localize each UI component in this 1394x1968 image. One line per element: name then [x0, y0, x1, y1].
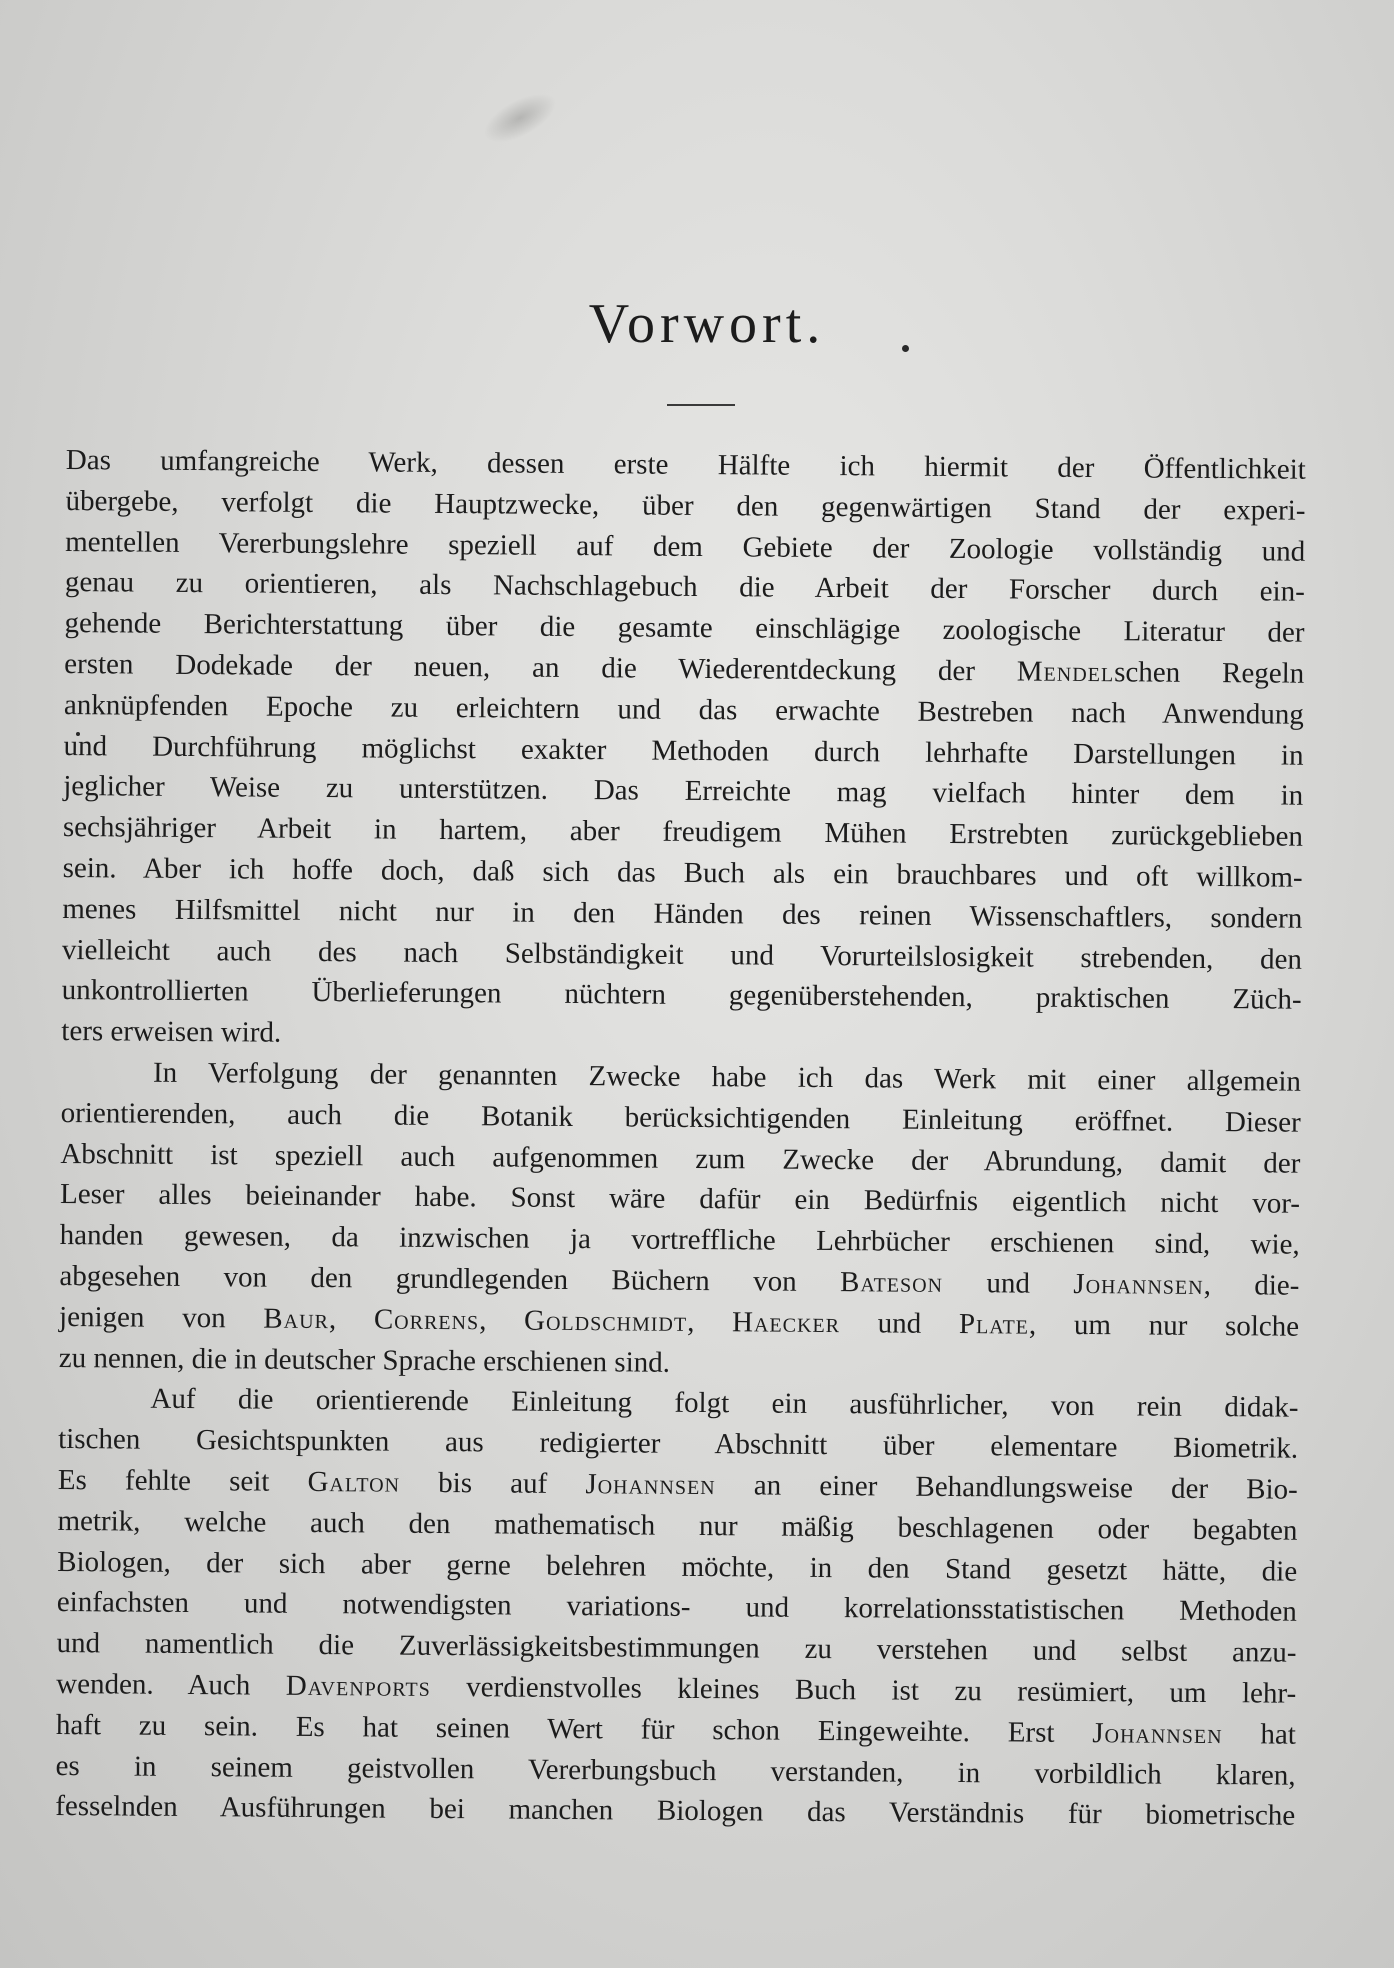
- text-line: Es fehlte seit Galton bis auf Johannsen an einer Behandlungsweise der Bio-: [57, 1463, 1298, 1506]
- text-line: tischen Gesichtspunkten aus redigierter Abschnitt über elementare Biometrik.: [58, 1423, 1299, 1465]
- text-line: übergebe, verfolgt die Hauptzwecke, über den gegenwärtigen Stand der experi-: [65, 484, 1306, 527]
- text-line: genau zu orientieren, als Nachschlagebuch die Arbeit der Forscher durch ein-: [64, 566, 1305, 609]
- preface-text: [55, 440, 1306, 1837]
- text-line: und Durchführung möglichst exakter Methoden durch lehrhafte Darstellungen in: [63, 729, 1304, 772]
- text-line: sechsjähriger Arbeit in hartem, aber freudigem Mühen Erstrebten zurückgeblieben: [62, 811, 1304, 853]
- text-line: menes Hilfsmittel nicht nur in den Händen des reinen Wissenschaftlers, sondern: [62, 892, 1303, 935]
- text-line: gehende Berichterstattung über die gesamte einschlägige zoologische Literatur der: [64, 607, 1305, 649]
- text-line: vielleicht auch des nach Selbständigkeit und Vorurteilslosigkeit strebenden, den: [61, 933, 1303, 976]
- text-line: Abschnitt ist speziell auch aufgenommen zum Zwecke der Abrundung, damit der: [60, 1137, 1301, 1180]
- text-line: Biologen, der sich aber gerne belehren möchte, in den Stand gesetzt hätte, die: [57, 1545, 1298, 1588]
- author-name: Goldschmidt: [523, 1304, 688, 1338]
- text-line: fesselnden Ausführungen bei manchen Biologen das Verständnis für biometrische: [55, 1790, 1296, 1832]
- author-name: Plate: [958, 1307, 1030, 1341]
- text-line: jenigen von Baur, Correns, Goldschmidt, Haecker und Plate, um nur solche: [58, 1300, 1300, 1343]
- author-name: Johannsen: [1073, 1267, 1204, 1301]
- text-line: jeglicher Weise zu unterstützen. Das Erreichte mag vielfach hinter dem in: [63, 770, 1304, 813]
- text-line: ersten Dodekade der neuen, an die Wiederentdeckung der Mendelschen Regeln: [64, 647, 1305, 690]
- page-title: Vorwort.: [588, 293, 826, 355]
- text-line: mentellen Vererbungslehre speziell auf dem Gebiete der Zoologie vollständig und: [65, 525, 1306, 568]
- author-name: Correns: [373, 1303, 480, 1337]
- text-line: zu nennen, die in deutscher Sprache erschienen sind.: [58, 1341, 671, 1379]
- text-line: und namentlich die Zuverlässigkeitsbestimmungen zu verstehen und selbst anzu-: [56, 1627, 1297, 1669]
- text-line: abgesehen von den grundlegenden Büchern von Bateson und Johannsen, die-: [59, 1259, 1300, 1302]
- author-name: Johannsen: [1092, 1716, 1223, 1750]
- text-line: haft zu sein. Es hat seinen Wert für schon Eingeweihte. Erst Johannsen hat: [55, 1708, 1296, 1751]
- author-name: Mendel: [1016, 655, 1115, 689]
- text-line: In Verfolgung der genannten Zwecke habe ich das Werk mit einer allgemein: [152, 1056, 1302, 1098]
- text-line: wenden. Auch Davenports verdienstvolles kleines Buch ist zu resümiert, um lehr-: [56, 1667, 1297, 1710]
- text-line: ters erweisen wird.: [61, 1015, 282, 1049]
- author-name: Davenports: [285, 1669, 431, 1703]
- text-line: einfachsten und notwendigsten variations- und korrelationsstatistischen Methoden: [56, 1586, 1297, 1629]
- text-line: metrik, welche auch den mathematisch nur mäßig beschlagenen oder begabten: [57, 1504, 1298, 1547]
- author-name: Haecker: [731, 1305, 841, 1339]
- author-name: Bateson: [839, 1266, 944, 1299]
- author-name: Galton: [307, 1465, 401, 1499]
- text-line: Das umfangreiche Werk, dessen erste Hälfte ich hiermit der Öffentlichkeit: [65, 443, 1306, 486]
- text-line: anknüpfenden Epoche zu erleichtern und das erwachte Bestreben nach Anwendung: [63, 688, 1305, 731]
- text-line: orientierenden, auch die Botanik berücksichtigenden Einleitung eröffnet. Dieser: [60, 1096, 1301, 1139]
- author-name: Baur: [263, 1302, 330, 1335]
- title-rule: [667, 404, 735, 406]
- text-line: unkontrollierten Überlieferungen nüchtern gegenüberstehenden, praktischen Züch-: [61, 974, 1302, 1017]
- text-line: es in seinem geistvollen Vererbungsbuch verstanden, in vorbildlich klaren,: [55, 1749, 1296, 1792]
- paper-smudge: [476, 83, 564, 152]
- text-line: Auf die orientierende Einleitung folgt ein ausführlicher, von rein didak-: [150, 1383, 1299, 1425]
- text-line: handen gewesen, da inzwischen ja vortreffliche Lehrbücher erschienen sind, wie,: [59, 1219, 1300, 1261]
- author-name: Johannsen: [585, 1468, 716, 1502]
- text-line: sein. Aber ich hoffe doch, daß sich das Buch als ein brauchbares und oft willkom-: [62, 851, 1303, 894]
- text-line: Leser alles beieinander habe. Sonst wäre dafür ein Bedürfnis eigentlich nicht vor-: [59, 1178, 1301, 1221]
